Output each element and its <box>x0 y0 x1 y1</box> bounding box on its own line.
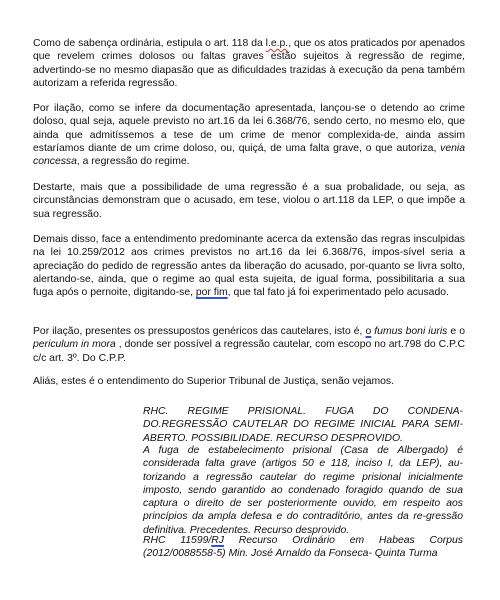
p5-text-a: Por ilação, presentes os pressupostos genéricos das cautelares, isto é, <box>33 326 366 337</box>
quote-heading: RHC. REGIME PRISIONAL. FUGA DO CONDENA-DO.REGRESSÃO CAUTELAR DO REGIME INICIAL PARA SEMI-ABERTO. POSSIBILIDADE. RECURSO DESPROVIDO. <box>143 406 463 444</box>
periculum-in-mora-phrase: periculum in mora <box>33 339 116 351</box>
paragraph-ilacao-crime-doloso <box>33 102 465 168</box>
quote-body: A fuga de estabelecimento prisional (Casa de Albergado) é considerada falta grave (artigos 50 e 118, inciso I, da LEP), au-torizando a regressão cautelar do regime prisional inicialmente imposto, sendo garantido ao condenado foragido quando de sua captura o direito de ser posteriormente ouvido, em respeito aos princípios da ampla defesa e do contraditório, antes da re-gressão definitiva. Precedentes. Recurso desprovido. <box>143 445 463 536</box>
rj-abbreviation: RJ <box>211 535 224 546</box>
paragraph-destarte <box>33 181 465 221</box>
por-fim-phrase: por fim <box>195 287 228 299</box>
fumus-boni-iuris-phrase: fumus boni iuris <box>371 326 448 337</box>
p4-text-b: , que tal fato já foi experimentado pelo acusado. <box>227 287 449 299</box>
p3-text: Destarte, mais que a possibilidade de uma regressão é a sua probalidade, ou seja, as circunstâncias demonstram que o acusado, em tese, violou o art.118 da LEP, o que impõe a sua regressão. <box>33 182 465 220</box>
paragraph-art-118 <box>33 37 465 90</box>
quote-reference <box>143 534 463 561</box>
p2-text-a: Por ilação, como se infere da documentação apresentada, lançou-se o detendo ao crime doloso, qual seja, aquele previsto no art.16 da lei 6.368/76, sendo certo, no mesmo elo, que ainda que admitíssemos a tese de um crime de menor complexida-de, ainda assim estaríamos diante de um crime doloso, ou, quiçá, de uma falta grave, o que autoriza, <box>33 103 465 154</box>
quote-ref-a: RHC 11599/ <box>143 535 212 546</box>
paragraph-demais-disso <box>33 233 465 299</box>
p2-text-b: , a regressão do regime. <box>76 156 190 168</box>
paragraph-alias-stj <box>33 375 465 388</box>
p4-text-a: Demais disso, face a entendimento predominante acerca da extensão das regras insculpidas na lei 10.259/2012 aos crimes previstos no art.16 da lei 6.368/76, impos-sível seria a apreciação do pedido de regressão antes da liberação do acusado, por-quanto se livra solto, alertando-se, ainda, que o regime ao qual esta sujeita, de igual forma, possibilitaria a sua fuga após o pernoite, digitando-se, <box>33 234 465 299</box>
p5-text-c: e o <box>447 326 465 337</box>
venia-concessa-phrase: venia concessa <box>33 142 465 168</box>
paragraph-pressupostos-cautelares <box>33 325 465 365</box>
quote-ref-b: Recurso Ordinário em Habeas Corpus (2012/0088558-5) Min. José Arnaldo da Fonseca- Quinta Turma <box>143 535 463 560</box>
o-article: o <box>365 326 372 337</box>
lep-abbreviation: l.e.p. <box>265 38 289 49</box>
p5-text-d: , donde ser possível a regressão cautelar, com escopo no art.798 do C.P.C c/c art. 3º. Do C.P.P. <box>33 339 465 364</box>
p1-text-a: Como de sabença ordinária, estipula o art. 118 da <box>33 38 266 49</box>
p6-text: Aliás, estes é o entendimento do Superior Tribunal de Justiça, senão vejamos. <box>33 376 394 387</box>
p1-text-b: , que os atos praticados por apenados que revelem crimes dolosos ou faltas graves estão sujeitos à regressão de regime, advertindo-se no mesmo diapasão que as dificuldades trazidas à execução da pena também autorizam a referida regressão. <box>33 38 465 89</box>
